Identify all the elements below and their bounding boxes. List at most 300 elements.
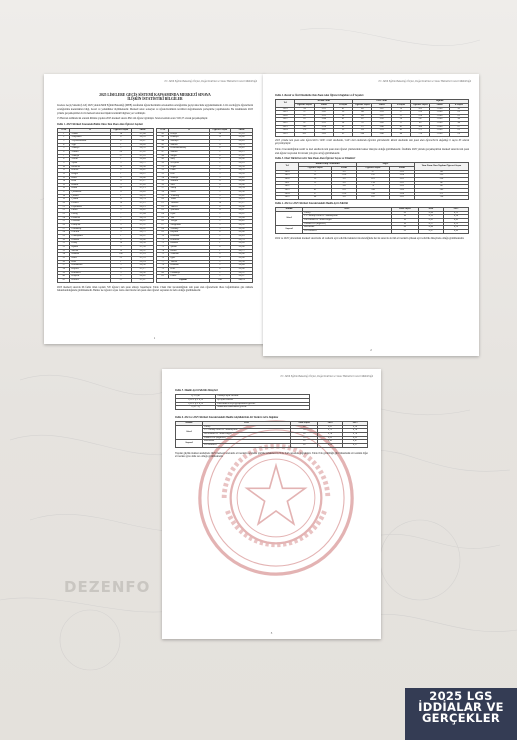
diger-count: 216 [357, 174, 390, 178]
table-6-caption: Tablo 6. 2024 ve 2025 Merkezî Sınavlarındaki Madde Güçlüklerinin Alt Testlere Göre Dağılımı [175, 415, 279, 419]
resmi-il: 59 [333, 129, 352, 133]
province-name: Batman [169, 242, 209, 246]
imam-count: 7 [299, 185, 332, 189]
table-row [58, 278, 154, 282]
row-number: 71 [157, 238, 169, 242]
province-name: Bitlis [70, 176, 110, 180]
resmi-il: 63 [333, 133, 352, 137]
province-name: Şırnak [169, 245, 209, 249]
percentage: %0,24 [131, 260, 153, 264]
province-name: Mersin [70, 249, 110, 253]
row-number: 61 [157, 202, 169, 206]
percentage: %0,00 [131, 176, 153, 180]
toplam-il: 67 [449, 125, 468, 129]
percentage: %0,21 [131, 172, 153, 176]
student-count: 0 [209, 245, 230, 249]
student-count: 186 [110, 253, 131, 257]
diger-pct: %91 [389, 196, 414, 200]
row-number: 43 [157, 136, 169, 140]
col-bolum: Bölüm [176, 422, 203, 426]
value-2024: 0,43 [418, 219, 443, 223]
province-name: Iğdır [169, 256, 209, 260]
row-number: 72 [157, 242, 169, 246]
student-count: 3 [110, 183, 131, 187]
outro-paragraph: 2025 merkezî sınavda 66 farklı ilden toplam 720 öğrenci tam puan almayı başarmıştır. Tablo 1'deki iller incelendiğinde tam puan alan öğrencilerin illere bağımlılıkları göz önünde bulundurulduğunda görülmektedir. Bunlar ise öğrenci sayısı fazla olan illerde tam puan alan öğrenci sayısının da fazla olduğu görülmektedir. [57, 285, 253, 293]
interpretation: Maddenin kaldırılması gerekir. [216, 406, 310, 410]
question-count: 20 [391, 226, 418, 230]
ozel-il: 21 [391, 122, 410, 126]
province-name: Yozgat [169, 220, 209, 224]
student-count: 2 [209, 213, 230, 217]
resmi-il: 41 [333, 118, 352, 122]
percentage: %1,04 [131, 213, 153, 217]
ozel-count: 103 [353, 114, 372, 118]
resmi-pct: %54 [314, 125, 333, 129]
province-name: Zonguldak [169, 224, 209, 228]
question-count: 10 [291, 429, 318, 433]
percentage: %1,17 [131, 267, 153, 271]
total-pct: %0,73 [230, 278, 252, 282]
province-name: İzmir [70, 256, 110, 260]
percentage: %0,82 [230, 176, 252, 180]
student-count: 6 [110, 205, 131, 209]
province-name: Nevşehir [169, 161, 209, 165]
subject-name: Matematik [202, 440, 290, 444]
percentage: %0,88 [230, 180, 252, 184]
table-6-paragraph: Yapılan güçlük indeksi analizinde 2025 merkezî sınavında alt testlerin ortalama güçlük indeksleri 0,73 ile 0,45 arasında değişmiştir. Tablo 6'da görüldüğü gibi Matematik alt testinin diğer alt testlere göre daha zor olduğu görülmektedir. [175, 451, 368, 459]
row-number: 41 [58, 278, 70, 282]
document-title-line-2: İLİŞKİN İSTATİSTİKÎ BİLGİLER [127, 97, 183, 102]
province-name: Afyonkarahisar [70, 139, 110, 143]
row-number: 6 [58, 150, 70, 154]
value-2025: 0,56 [443, 226, 468, 230]
student-count: 10 [209, 202, 230, 206]
value-2025: 0,65 [343, 436, 368, 440]
question-count: 10 [291, 436, 318, 440]
province-name: Sakarya [169, 176, 209, 180]
ozel-pct: %46 [372, 125, 391, 129]
table-3 [275, 162, 469, 200]
percentage: %0,63 [230, 161, 252, 165]
row-number: 76 [157, 256, 169, 260]
percentage: %1,62 [131, 150, 153, 154]
ozel-pct: %53 [372, 129, 391, 133]
student-count: 3 [110, 264, 131, 268]
province-name: Balıkesir [70, 165, 110, 169]
province-name: Manisa [169, 143, 209, 147]
province-name: Kahramanmaraş [169, 147, 209, 151]
year-cell: 2020 [276, 177, 299, 181]
group-imam-hatip: İmam Hatip Ortaokulu [299, 163, 357, 167]
col-yuzde: Yüzde [430, 103, 449, 107]
province-name: Muş [169, 158, 209, 162]
col-toplam: Tam Puan Alan Toplam Öğrenci Sayısı [414, 163, 468, 170]
percentage: %1,27 [131, 180, 153, 184]
table-row [276, 133, 469, 137]
document-page-2 [263, 74, 479, 356]
table-1-left [57, 128, 154, 283]
year-cell: 2023 [276, 125, 295, 129]
student-count: 3 [110, 231, 131, 235]
province-name: Ankara [70, 150, 110, 154]
percentage: %1,08 [131, 132, 153, 136]
student-count: 16 [110, 249, 131, 253]
row-number: 45 [157, 143, 169, 147]
question-count: 10 [391, 215, 418, 219]
province-name: Ordu [169, 169, 209, 173]
subject-name: Din Kültürü ve Ahlak Bilgisi [303, 219, 392, 223]
toplam-il: 62 [449, 129, 468, 133]
col-yuzde: Yüzde [331, 167, 356, 171]
table-2-caption: Tablo 2. Resmî ve Özel Okullarda Tam Puan Alan Öğrenci Dağılımı ve İl Sayıları [275, 94, 364, 97]
student-count: 5 [209, 169, 230, 173]
row-number: 70 [157, 235, 169, 239]
province-name: Kocaeli [70, 278, 110, 282]
province-name: Aydın [70, 161, 110, 165]
percentage: %0,87 [131, 139, 153, 143]
student-count: 2 [209, 161, 230, 165]
percentage: %0,72 [131, 231, 153, 235]
percentage: %0,11 [230, 209, 252, 213]
province-name: Bursa [70, 187, 110, 191]
student-count: 3 [110, 209, 131, 213]
percentage: %0,98 [230, 260, 252, 264]
table-4 [275, 207, 469, 234]
row-number: 81 [157, 275, 169, 279]
row-number: 35 [58, 256, 70, 260]
row-number: 24 [58, 216, 70, 220]
province-name: Aksaray [169, 227, 209, 231]
resmi-pct: %53 [314, 107, 333, 111]
running-header: T.C. Milli Eğitim Bakanlığı Ölçme, Değerlendirme ve Sınav Hizmetleri Genel Müdürlüğü [378, 80, 471, 83]
ozel-count: 39 [353, 122, 372, 126]
student-count: 10 [110, 242, 131, 246]
ozel-count: 177 [353, 125, 372, 129]
resmi-pct: %60 [314, 133, 333, 137]
row-number: 3 [58, 139, 70, 143]
province-name: Sivas [169, 191, 209, 195]
toplam-il: 61 [449, 114, 468, 118]
row-number: 62 [157, 205, 169, 209]
student-count: 1 [110, 172, 131, 176]
col-il-sayisi: İl Sayısı [449, 103, 468, 107]
group-resmi: Resmî Okul [295, 100, 353, 104]
row-number: 8 [58, 158, 70, 162]
row-number: 31 [58, 242, 70, 246]
student-count: 2 [110, 147, 131, 151]
percentage: %0,58 [131, 242, 153, 246]
page-number: 2 [370, 348, 372, 352]
row-number: 37 [58, 264, 70, 268]
year-cell: 2023 [276, 188, 299, 192]
imam-pct: %8 [331, 185, 356, 189]
col-yil: Yıl [276, 100, 295, 107]
ozel-pct: %59 [372, 111, 391, 115]
total-count: 239 [414, 174, 468, 178]
total-count: 371 [414, 192, 468, 196]
row-number: 16 [58, 187, 70, 191]
province-name: Uşak [169, 213, 209, 217]
subject-name: T.C. İnkılap Tarihi ve Atatürkçülük [202, 429, 290, 433]
student-count: 1 [110, 143, 131, 147]
percentage: %0,78 [230, 238, 252, 242]
section-cell: Sayısal [176, 440, 203, 447]
percentage: %0,74 [131, 198, 153, 202]
row-number: 77 [157, 260, 169, 264]
ozel-pct: %47 [372, 114, 391, 118]
year-cell: 2019 [276, 174, 299, 178]
percentage: %1,27 [230, 202, 252, 206]
question-count: 20 [391, 211, 418, 215]
percentage: %0,90 [131, 264, 153, 268]
row-number: 40 [58, 275, 70, 279]
value-2025: 0,47 [343, 440, 368, 444]
col-il: İl [169, 128, 209, 132]
student-count: 2 [209, 165, 230, 169]
subject-name: Yabancı Dil (İngilizce) [303, 222, 392, 226]
diger-count: 97 [357, 170, 390, 174]
value-2024: 0,57 [418, 222, 443, 226]
row-number: 5 [58, 147, 70, 151]
row-number: 68 [157, 227, 169, 231]
row-number: 60 [157, 198, 169, 202]
resmi-count: 432 [295, 133, 314, 137]
table-2 [275, 99, 469, 137]
province-name: Yalova [169, 260, 209, 264]
student-count: 27 [110, 154, 131, 158]
row-number: 11 [58, 169, 70, 173]
percentage: %0,44 [131, 158, 153, 162]
row-number: 25 [58, 220, 70, 224]
province-name: Bilecik [70, 169, 110, 173]
percentage: %0,58 [230, 165, 252, 169]
student-count: 1 [209, 242, 230, 246]
row-number: 46 [157, 147, 169, 151]
diger-count: 201 [357, 177, 390, 181]
student-count: 8 [110, 139, 131, 143]
table-2-note: 2025 yılında tam puan alan öğrencilerin %60'ı resmî okullarda, %40'ı özel okullarda öğrenim görmektedir. Resmî okullarda tam puan alan öğrencilerin dağıldığı il sayısı 63 olarak gerçekleşmiştir. [275, 138, 469, 146]
question-count: 20 [391, 230, 418, 234]
row-number: 57 [157, 187, 169, 191]
row-number: 33 [58, 249, 70, 253]
row-number: 73 [157, 245, 169, 249]
province-name: Bayburt [169, 231, 209, 235]
row-number: 63 [157, 209, 169, 213]
col-2025: 2025 [443, 208, 468, 212]
row-number: 56 [157, 183, 169, 187]
percentage: %0,61 [131, 235, 153, 239]
student-count: 0 [209, 253, 230, 257]
province-name: Samsun [169, 180, 209, 184]
imam-count: 37 [299, 192, 332, 196]
province-name: Muğla [169, 154, 209, 158]
province-name: Isparta [70, 245, 110, 249]
value-2025: 0,38 [443, 215, 468, 219]
row-number: 53 [157, 172, 169, 176]
row-number: 32 [58, 245, 70, 249]
background-watermark-text: DEZENFO [64, 578, 151, 596]
province-name: Mardin [169, 150, 209, 154]
province-name: Erzincan [70, 216, 110, 220]
toplam-count: 102 [411, 107, 430, 111]
imam-count: 23 [299, 174, 332, 178]
diger-count: 79 [357, 185, 390, 189]
percentage: %0,31 [230, 271, 252, 275]
row-number: 10 [58, 165, 70, 169]
percentage: %0,82 [131, 209, 153, 213]
row-number: 34 [58, 253, 70, 257]
province-name: Elazığ [70, 213, 110, 217]
percentage: %0,62 [131, 227, 153, 231]
toplam-il: 46 [449, 118, 468, 122]
student-count: 0 [209, 231, 230, 235]
percentage: %0,00 [230, 256, 252, 260]
subject-name: Yabancı Dil (İngilizce) [202, 436, 290, 440]
col-il-sayisi: İl Sayısı [391, 103, 410, 107]
student-count: 0 [209, 183, 230, 187]
imam-pct: %9 [331, 181, 356, 185]
resmi-il: 62 [333, 125, 352, 129]
student-count: 2 [209, 264, 230, 268]
resmi-count: 54 [295, 107, 314, 111]
percentage: %1,18 [131, 253, 153, 257]
student-count: 2 [110, 275, 131, 279]
lgs-badge [405, 688, 517, 740]
index-range: 0,20 ≤ rj ≤ 0,29 [176, 402, 216, 406]
percentage: %0,82 [230, 194, 252, 198]
student-count: 1 [110, 260, 131, 264]
value-2025: 0,74 [343, 429, 368, 433]
total-count: 220 [414, 177, 468, 181]
toplam-il: 43 [449, 107, 468, 111]
percentage: %0,78 [230, 143, 252, 147]
intro-paragraph-2: 15 Haziran tarihinde iki oturum hâlinde yapılan 2025 merkezî sınava 982.142 öğrenci girmiştir. Sınava katılım oranı %95,37 olarak gerçekleşmiştir. [57, 117, 208, 121]
percentage: %0,80 [230, 136, 252, 140]
year-cell: 2022 [276, 122, 295, 126]
value-2025: 0,57 [343, 443, 368, 447]
student-count: 9 [110, 224, 131, 228]
col-yuzde: Yüzde [372, 103, 391, 107]
section-cell: Sözel [276, 211, 303, 226]
province-name: Çorum [70, 198, 110, 202]
badge-line-3: GERÇEKLER [421, 711, 501, 725]
page-2-content [275, 92, 469, 242]
percentage: %0,71 [131, 161, 153, 165]
student-count: 0 [209, 205, 230, 209]
row-number: 49 [157, 158, 169, 162]
ozel-il: 48 [391, 133, 410, 137]
province-name: Hakkari [70, 238, 110, 242]
row-number: 39 [58, 271, 70, 275]
ozel-il: 31 [391, 114, 410, 118]
student-count: 1 [209, 249, 230, 253]
value-2025: 0,78 [343, 433, 368, 437]
imam-pct: %9 [331, 196, 356, 200]
ozel-pct: %45 [372, 122, 391, 126]
resmi-pct: %55 [314, 122, 333, 126]
row-number: 80 [157, 271, 169, 275]
student-count: 5 [209, 224, 230, 228]
percentage: %0,91 [131, 249, 153, 253]
total-count: 102 [414, 170, 468, 174]
student-count: 3 [110, 271, 131, 275]
table-3-caption: Tablo 3. Okul Türlerine Göre Tam Puan Alan Öğrenci Sayısı ve Yüzdeleri [275, 157, 356, 161]
percentage: %0,81 [131, 169, 153, 173]
student-count: 9 [209, 194, 230, 198]
student-count: 5 [209, 191, 230, 195]
percentage: %0,00 [131, 238, 153, 242]
row-number: 64 [157, 213, 169, 217]
col-no: S.No [58, 128, 70, 132]
province-name: Gaziantep [70, 227, 110, 231]
value-2025: 0,52 [443, 211, 468, 215]
question-count: 10 [391, 219, 418, 223]
page-3-content [175, 387, 368, 461]
percentage: %0,61 [131, 220, 153, 224]
percentage: %0,52 [131, 194, 153, 198]
group-toplam: Toplam [411, 100, 469, 104]
percentage: %0,82 [131, 275, 153, 279]
col-soru-sayisi: Soru Sayısı [291, 422, 318, 426]
province-name: Kırşehir [70, 275, 110, 279]
row-number: 69 [157, 231, 169, 235]
percentage: %0,09 [131, 143, 153, 147]
student-count: 8 [209, 154, 230, 158]
col-ogrenci: Öğrenci Sayısı [353, 103, 372, 107]
year-cell: 2020 [276, 114, 295, 118]
row-number: 1 [58, 132, 70, 136]
year-cell: 2018 [276, 107, 295, 111]
imam-pct: %5 [331, 170, 356, 174]
row-number: 18 [58, 194, 70, 198]
total-label: Toplam [157, 278, 210, 282]
student-count: 3 [209, 198, 230, 202]
percentage: %1,10 [131, 154, 153, 158]
percentage: %0,08 [230, 216, 252, 220]
toplam-pct: %100 [430, 125, 449, 129]
row-number: 13 [58, 176, 70, 180]
resmi-pct: %41 [314, 111, 333, 115]
province-name: Rize [169, 172, 209, 176]
row-number: 67 [157, 224, 169, 228]
question-count: 20 [291, 440, 318, 444]
percentage: %0,61 [230, 213, 252, 217]
page-1-content [57, 93, 253, 295]
percentage: %0,09 [230, 242, 252, 246]
value-2025: 0,55 [443, 222, 468, 226]
percentage: %1,31 [131, 224, 153, 228]
student-count: 96 [110, 150, 131, 154]
province-name: Antalya [70, 154, 110, 158]
col-ogrenci: Öğrenci Sayısı [357, 167, 390, 171]
row-number: 4 [58, 143, 70, 147]
student-count: 3 [209, 172, 230, 176]
row-number: 55 [157, 180, 169, 184]
resmi-count: 117 [295, 114, 314, 118]
subject-name: Din Kültürü ve Ahlak Bilgisi [202, 433, 290, 437]
table-row [176, 406, 310, 410]
row-number: 20 [58, 202, 70, 206]
year-cell: 2021 [276, 181, 299, 185]
value-2024: 0,55 [318, 443, 343, 447]
row-number: 29 [58, 235, 70, 239]
section-cell: Sözel [176, 425, 203, 440]
province-name: Bartın [169, 249, 209, 253]
percentage: %0,98 [131, 165, 153, 169]
percentage: %1,33 [131, 256, 153, 260]
province-name: Eskişehir [70, 224, 110, 228]
index-range: rj ≥ 0,40 [176, 395, 216, 399]
